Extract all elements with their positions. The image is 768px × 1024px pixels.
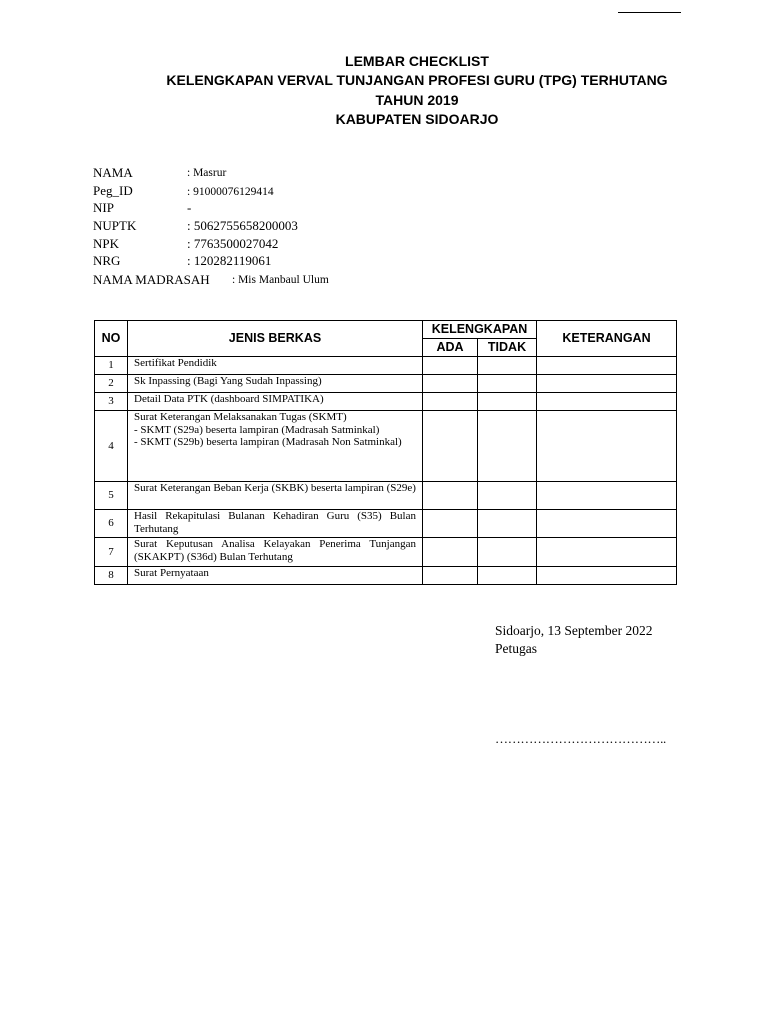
identity-value: : Masrur (187, 167, 227, 179)
row-ada-cell[interactable] (423, 482, 478, 510)
doc-subtitle: KELENGKAPAN VERVAL TUNJANGAN PROFESI GURU (TPG) TERHUTANG (166, 72, 668, 88)
row-text-line: Hasil Rekapitulasi Bulanan Kehadiran Guru (S35) Bulan Terhutang (134, 510, 416, 535)
row-text-line: Surat Keterangan Melaksanakan Tugas (SKMT) (134, 411, 347, 423)
identity-value: - (187, 200, 192, 215)
row-tidak-cell[interactable] (478, 567, 537, 585)
header-tidak: TIDAK (478, 339, 537, 357)
row-ada-cell[interactable] (423, 538, 478, 567)
row-number: 5 (95, 482, 128, 510)
table-row (95, 357, 677, 375)
table-row (95, 375, 677, 393)
row-text-line: Surat Keterangan Beban Kerja (SKBK) beserta lampiran (S29e) (134, 482, 416, 494)
identity-label: NUPTK (93, 218, 137, 233)
identity-label: Peg_ID (93, 183, 133, 198)
row-keterangan-cell[interactable] (537, 411, 677, 482)
row-jenis-berkas (128, 357, 423, 375)
row-keterangan-cell[interactable] (537, 538, 677, 567)
row-number: 7 (95, 538, 128, 567)
checklist-table (94, 320, 677, 585)
row-keterangan-cell[interactable] (537, 510, 677, 538)
row-text-line: Surat Pernyataan (134, 567, 209, 579)
row-number: 2 (95, 375, 128, 393)
identity-value: : 5062755658200003 (187, 218, 298, 233)
row-number: 8 (95, 567, 128, 585)
row-jenis-berkas (128, 375, 423, 393)
row-number: 1 (95, 357, 128, 375)
row-text-line: - SKMT (S29a) beserta lampiran (Madrasah Satminkal) (134, 423, 380, 436)
row-tidak-cell[interactable] (478, 538, 537, 567)
header-kelengkapan: KELENGKAPAN (423, 321, 537, 339)
identity-label: NAMA MADRASAH (93, 272, 210, 287)
doc-year: TAHUN 2019 (375, 92, 459, 108)
row-jenis-berkas (128, 538, 423, 567)
row-tidak-cell[interactable] (478, 357, 537, 375)
row-text-line: - SKMT (S29b) beserta lampiran (Madrasah Non Satminkal) (134, 436, 402, 449)
row-ada-cell[interactable] (423, 357, 478, 375)
row-jenis-berkas (128, 411, 423, 482)
row-ada-cell[interactable] (423, 375, 478, 393)
row-jenis-berkas (128, 482, 423, 510)
table-row (95, 567, 677, 585)
header-ada: ADA (423, 339, 478, 357)
signature-role: Petugas (495, 641, 537, 656)
table-row (95, 538, 677, 567)
table-row (95, 482, 677, 510)
row-text-line: Surat Keputusan Analisa Kelayakan Penerima Tunjangan (SKAKPT) (S36d) Bulan Terhutang (134, 538, 416, 563)
row-ada-cell[interactable] (423, 567, 478, 585)
row-keterangan-cell[interactable] (537, 393, 677, 411)
row-number: 3 (95, 393, 128, 411)
top-rule (618, 12, 681, 13)
header-jenis-berkas: JENIS BERKAS (128, 321, 423, 357)
signature-place-date: Sidoarjo, 13 September 2022 (495, 623, 653, 638)
table-row (95, 411, 677, 482)
row-tidak-cell[interactable] (478, 375, 537, 393)
row-text-line: Sertifikat Pendidik (134, 357, 217, 369)
row-ada-cell[interactable] (423, 393, 478, 411)
row-keterangan-cell[interactable] (537, 375, 677, 393)
signature-line: ………………………………….. (495, 731, 667, 746)
identity-value: : Mis Manbaul Ulum (232, 274, 329, 286)
row-keterangan-cell[interactable] (537, 482, 677, 510)
row-tidak-cell[interactable] (478, 510, 537, 538)
row-jenis-berkas (128, 393, 423, 411)
row-tidak-cell[interactable] (478, 393, 537, 411)
row-tidak-cell[interactable] (478, 411, 537, 482)
identity-label: NIP (93, 200, 114, 215)
header-keterangan: KETERANGAN (537, 321, 677, 357)
row-text-line: Detail Data PTK (dashboard SIMPATIKA) (134, 393, 324, 405)
identity-label: NPK (93, 236, 120, 251)
row-jenis-berkas (128, 510, 423, 538)
doc-region: KABUPATEN SIDOARJO (335, 111, 499, 127)
row-ada-cell[interactable] (423, 510, 478, 538)
doc-title: LEMBAR CHECKLIST (345, 53, 489, 69)
row-jenis-berkas (128, 567, 423, 585)
identity-label: NAMA (93, 165, 133, 180)
row-number: 4 (95, 411, 128, 482)
identity-value: : 91000076129414 (187, 186, 274, 198)
identity-value: : 120282119061 (187, 253, 272, 268)
header-no: NO (95, 321, 128, 357)
row-number: 6 (95, 510, 128, 538)
row-keterangan-cell[interactable] (537, 567, 677, 585)
table-row (95, 510, 677, 538)
row-text-line: Sk Inpassing (Bagi Yang Sudah Inpassing) (134, 375, 322, 387)
row-keterangan-cell[interactable] (537, 357, 677, 375)
row-ada-cell[interactable] (423, 411, 478, 482)
identity-label: NRG (93, 253, 121, 268)
row-tidak-cell[interactable] (478, 482, 537, 510)
identity-value: : 7763500027042 (187, 236, 279, 251)
table-row (95, 393, 677, 411)
